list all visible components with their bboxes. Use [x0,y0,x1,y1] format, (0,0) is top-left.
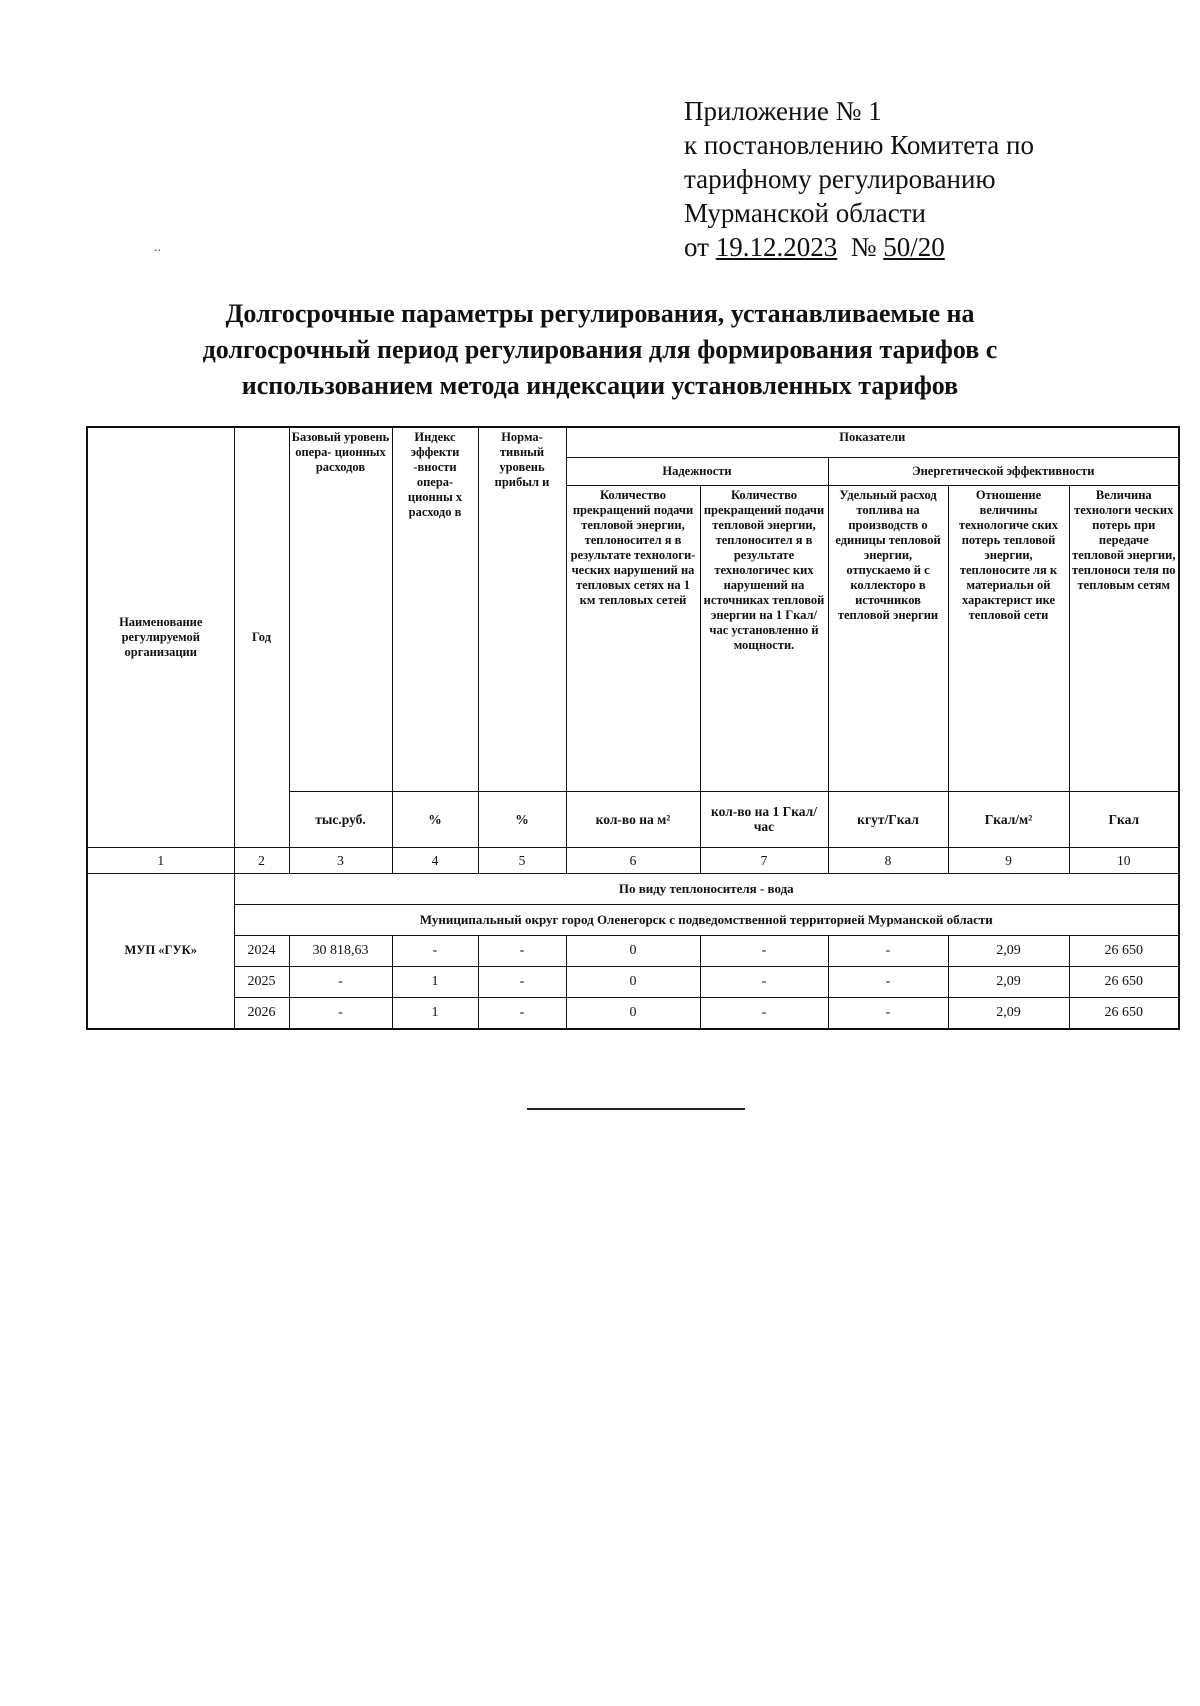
header-col-7: Количество прекращений подачи тепловой энергии, теплоносител я в результате технологичес ких нарушений на источниках тепловой энергии на 1 Гкал/час установленно й мощности. [700,485,828,791]
cell-year: 2026 [234,997,289,1029]
cell-efficiency-index: - [392,935,478,966]
cell-base-level: 30 818,63 [289,935,392,966]
header-organization: Наименование регулируемой организации [87,427,234,847]
cell-profit-level: - [478,966,566,997]
unit-base-level: тыс.руб. [289,791,392,847]
cell-year: 2024 [234,935,289,966]
column-number: 8 [828,847,948,873]
appendix-line-2: к постановлению Комитета по [684,130,1034,160]
header-col-6: Количество прекращений подачи тепловой энергии, теплоносител я в результате технологи- ческих нарушений на тепловых сетях на 1 км тепловых сетей [566,485,700,791]
table-row [87,997,1179,1029]
column-number: 2 [234,847,289,873]
cell-col-6: 0 [566,997,700,1029]
appendix-date-line [684,230,1034,264]
column-number: 1 [87,847,234,873]
cell-col-7: - [700,935,828,966]
cell-col-9: 2,09 [948,997,1069,1029]
title-line-2: долгосрочный период регулирования для формирования тарифов с [202,335,998,364]
section-territory-row [87,904,1179,935]
header-base-level: Базовый уровень опера- ционных расходов [289,427,392,791]
column-number: 7 [700,847,828,873]
header-col-9: Отношение величины технологиче ских потерь тепловой энергии, теплоносите ля к материальн ой характерист ике тепловой сети [948,485,1069,791]
section-territory: Муниципальный округ город Оленегорск с подведомственной территорией Мурманской области [234,904,1179,935]
table-row [87,966,1179,997]
cell-profit-level: - [478,935,566,966]
header-efficiency-index: Индекс эффекти -вности опера- ционны х расходо в [392,427,478,791]
header-col-8: Удельный расход топлива на производств о единицы тепловой энергии, отпускаемо й с коллекторо в источников тепловой энергии [828,485,948,791]
end-divider [527,1108,745,1110]
table-row [87,935,1179,966]
cell-col-10: 26 650 [1069,966,1179,997]
unit-col-7: кол-во на 1 Гкал/час [700,791,828,847]
section-coolant-row [87,873,1179,904]
unit-efficiency-index: % [392,791,478,847]
cell-col-6: 0 [566,966,700,997]
column-numbers-row [87,847,1179,873]
column-number: 9 [948,847,1069,873]
header-row-1 [87,427,1179,457]
column-number: 5 [478,847,566,873]
parameters-table [86,426,1180,1030]
column-number: 3 [289,847,392,873]
appendix-line-1: Приложение № 1 [684,96,882,126]
cell-col-7: - [700,997,828,1029]
cell-col-7: - [700,966,828,997]
cell-base-level: - [289,966,392,997]
cell-profit-level: - [478,997,566,1029]
section-coolant: По виду теплоносителя - вода [234,873,1179,904]
column-number: 4 [392,847,478,873]
header-energy-efficiency: Энергетической эффективности [828,457,1179,485]
appendix-line-3: тарифному регулированию [684,164,996,194]
cell-year: 2025 [234,966,289,997]
cell-col-8: - [828,935,948,966]
document-number: 50/20 [883,232,945,262]
header-profit-level: Норма- тивный уровень прибыл и [478,427,566,791]
cell-base-level: - [289,997,392,1029]
header-col-10: Величина технологи ческих потерь при передаче тепловой энергии, теплоноси теля по тепловым сетям [1069,485,1179,791]
unit-col-10: Гкал [1069,791,1179,847]
appendix-line-4: Мурманской области [684,198,926,228]
cell-col-6: 0 [566,935,700,966]
scan-mark: .. [154,240,161,255]
title-line-3: использованием метода индексации установленных тарифов [241,371,959,400]
column-number: 10 [1069,847,1179,873]
cell-efficiency-index: 1 [392,997,478,1029]
column-number: 6 [566,847,700,873]
title-line-1: Долгосрочные параметры регулирования, устанавливаемые на [225,299,975,328]
header-reliability: Надежности [566,457,828,485]
organization-name: МУП «ГУК» [87,873,234,1029]
document-date: 19.12.2023 [715,232,838,262]
cell-col-10: 26 650 [1069,997,1179,1029]
number-prefix: № [850,232,877,262]
document-title [100,296,1100,404]
cell-col-9: 2,09 [948,935,1069,966]
cell-efficiency-index: 1 [392,966,478,997]
cell-col-8: - [828,997,948,1029]
cell-col-9: 2,09 [948,966,1069,997]
appendix-header [684,94,1034,264]
date-prefix: от [684,232,709,262]
unit-col-8: кгут/Гкал [828,791,948,847]
unit-col-9: Гкал/м² [948,791,1069,847]
header-indicators: Показатели [566,427,1179,457]
cell-col-8: - [828,966,948,997]
cell-col-10: 26 650 [1069,935,1179,966]
header-year: Год [234,427,289,847]
unit-col-6: кол-во на м² [566,791,700,847]
unit-profit-level: % [478,791,566,847]
